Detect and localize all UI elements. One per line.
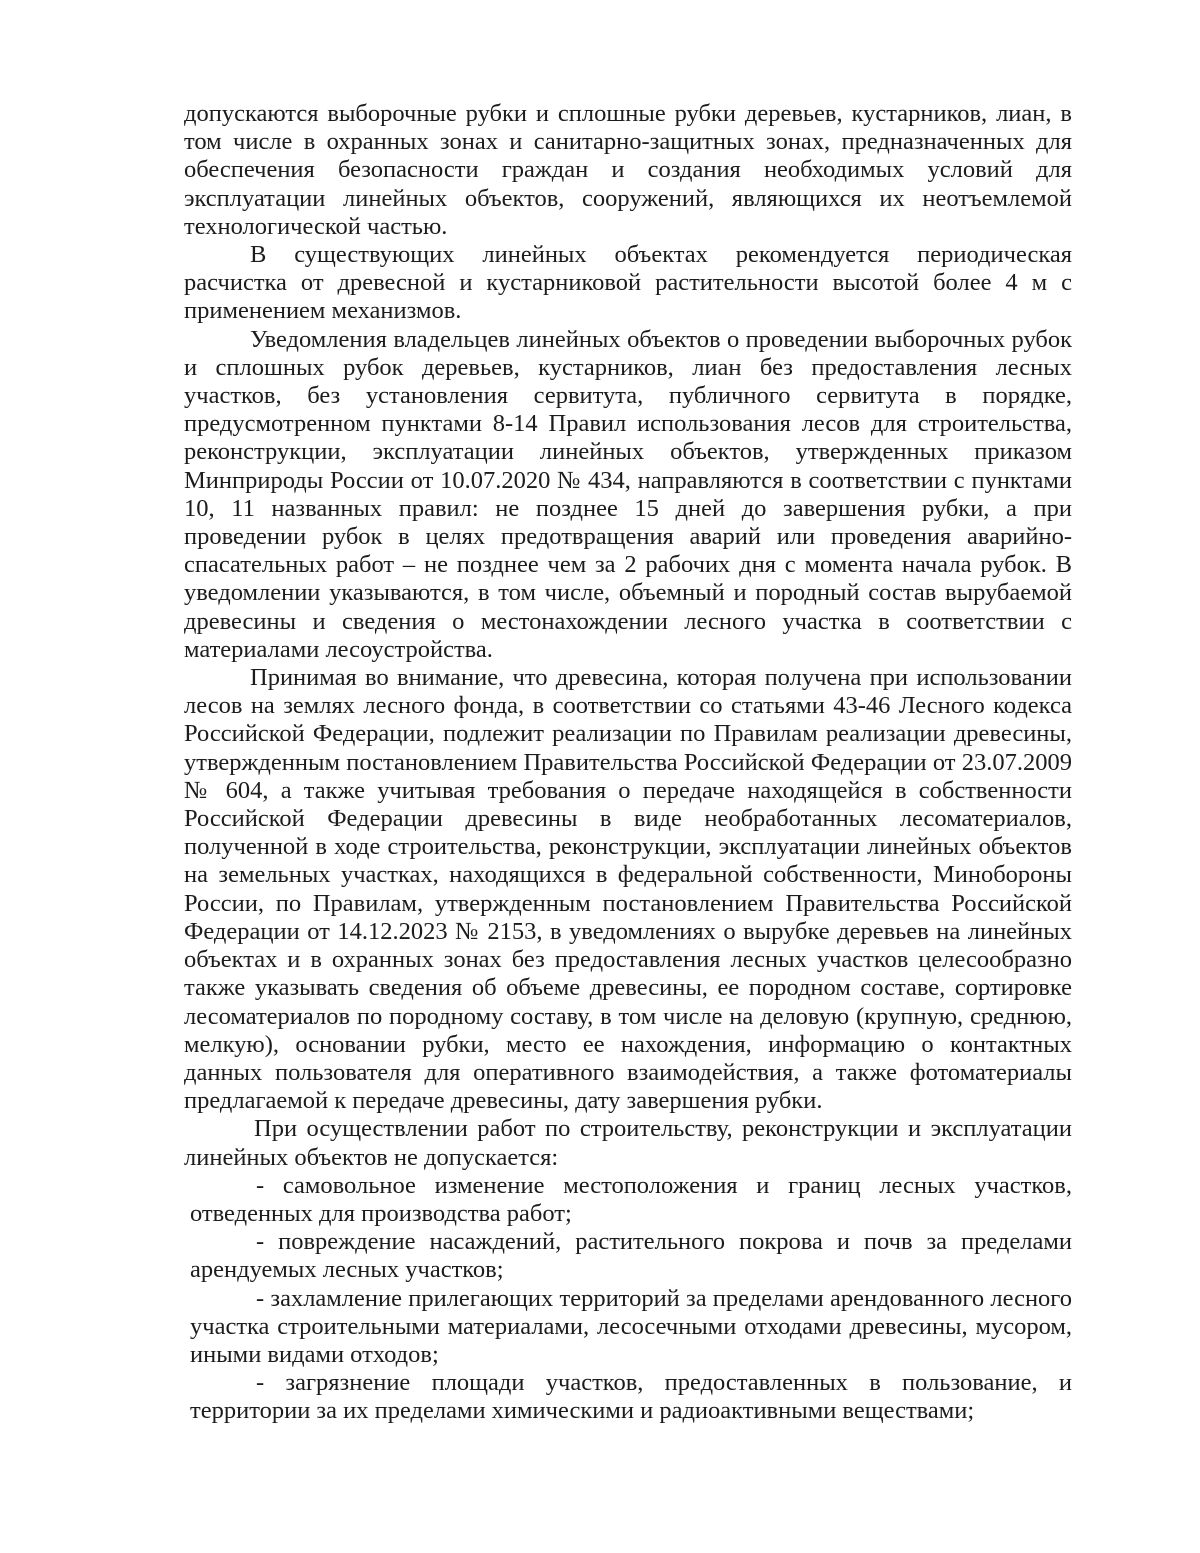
list-item-contamination: - загрязнение площади участков, предоставленных в пользование, и территории за их пределами химическими и радиоактивными веществами; xyxy=(190,1369,1072,1425)
paragraph-notifications: Уведомления владельцев линейных объектов о проведении выборочных рубок и сплошных рубок деревьев, кустарников, лиан без предоставления лесных участков, без установления сервитута, публичного сервитута в порядке, предусмотренном пунктами 8-14 Правил использования лесов для строительства, реконструкции, эксплуатации линейных объектов, утвержденных приказом Минприроды России от 10.07.2020 № 434, направляются в соответствии с пунктами 10, 11 названных правил: не позднее 15 дней до завершения рубки, а при проведении рубок в целях предотвращения аварий или проведения аварийно-спасательных работ – не позднее чем за 2 рабочих дня с момента начала рубок. В уведомлении указываются, в том числе, объемный и породный состав вырубаемой древесины и сведения о местонахождении лесного участка в соответствии с материалами лесоустройства. xyxy=(184,325,1072,663)
list-item-littering: - захламление прилегающих территорий за пределами арендованного лесного участка строительными материалами, лесосечными отходами древесины, мусором, иными видами отходов; xyxy=(190,1284,1072,1368)
paragraph-prohibited-intro: При осуществлении работ по строительству, реконструкции и эксплуатации линейных объектов не допускается: xyxy=(184,1115,1072,1171)
paragraph-clearing: В существующих линейных объектах рекомендуется периодическая расчистка от древесной и кустарниковой растительности высотой более 4 м с применением механизмов. xyxy=(184,241,1072,325)
document-body xyxy=(184,100,1072,1426)
paragraph-continuation: допускаются выборочные рубки и сплошные рубки деревьев, кустарников, лиан, в том числе в охранных зонах и санитарно-защитных зонах, предназначенных для обеспечения безопасности граждан и создания необходимых условий для эксплуатации линейных объектов, сооружений, являющихся их неотъемлемой технологической частью. xyxy=(184,100,1072,240)
paragraph-timber-sale: Принимая во внимание, что древесина, которая получена при использовании лесов на землях лесного фонда, в соответствии со статьями 43-46 Лесного кодекса Российской Федерации, подлежит реализации по Правилам реализации древесины, утвержденным постановлением Правительства Российской Федерации от 23.07.2009 № 604, а также учитывая требования о передаче находящейся в собственности Российской Федерации древесины в виде необработанных лесоматериалов, полученной в ходе строительства, реконструкции, эксплуатации линейных объектов на земельных участках, находящихся в федеральной собственности, Минобороны России, по Правилам, утвержденным постановлением Правительства Российской Федерации от 14.12.2023 № 2153, в уведомлениях о вырубке деревьев на линейных объектах и в охранных зонах без предоставления лесных участков целесообразно также указывать сведения об объеме древесины, ее породном составе, сортировке лесоматериалов по породному составу, в том числе на деловую (крупную, среднюю, мелкую), основании рубки, место ее нахождения, информацию о контактных данных пользователя для оперативного взаимодействия, а также фотоматериалы предлагаемой к передаче древесины, дату завершения рубки. xyxy=(184,664,1072,1115)
list-item-vegetation-damage: - повреждение насаждений, растительного покрова и почв за пределами арендуемых лесных участков; xyxy=(190,1228,1072,1284)
list-item-boundary-change: - самовольное изменение местоположения и границ лесных участков, отведенных для производства работ; xyxy=(190,1171,1072,1227)
